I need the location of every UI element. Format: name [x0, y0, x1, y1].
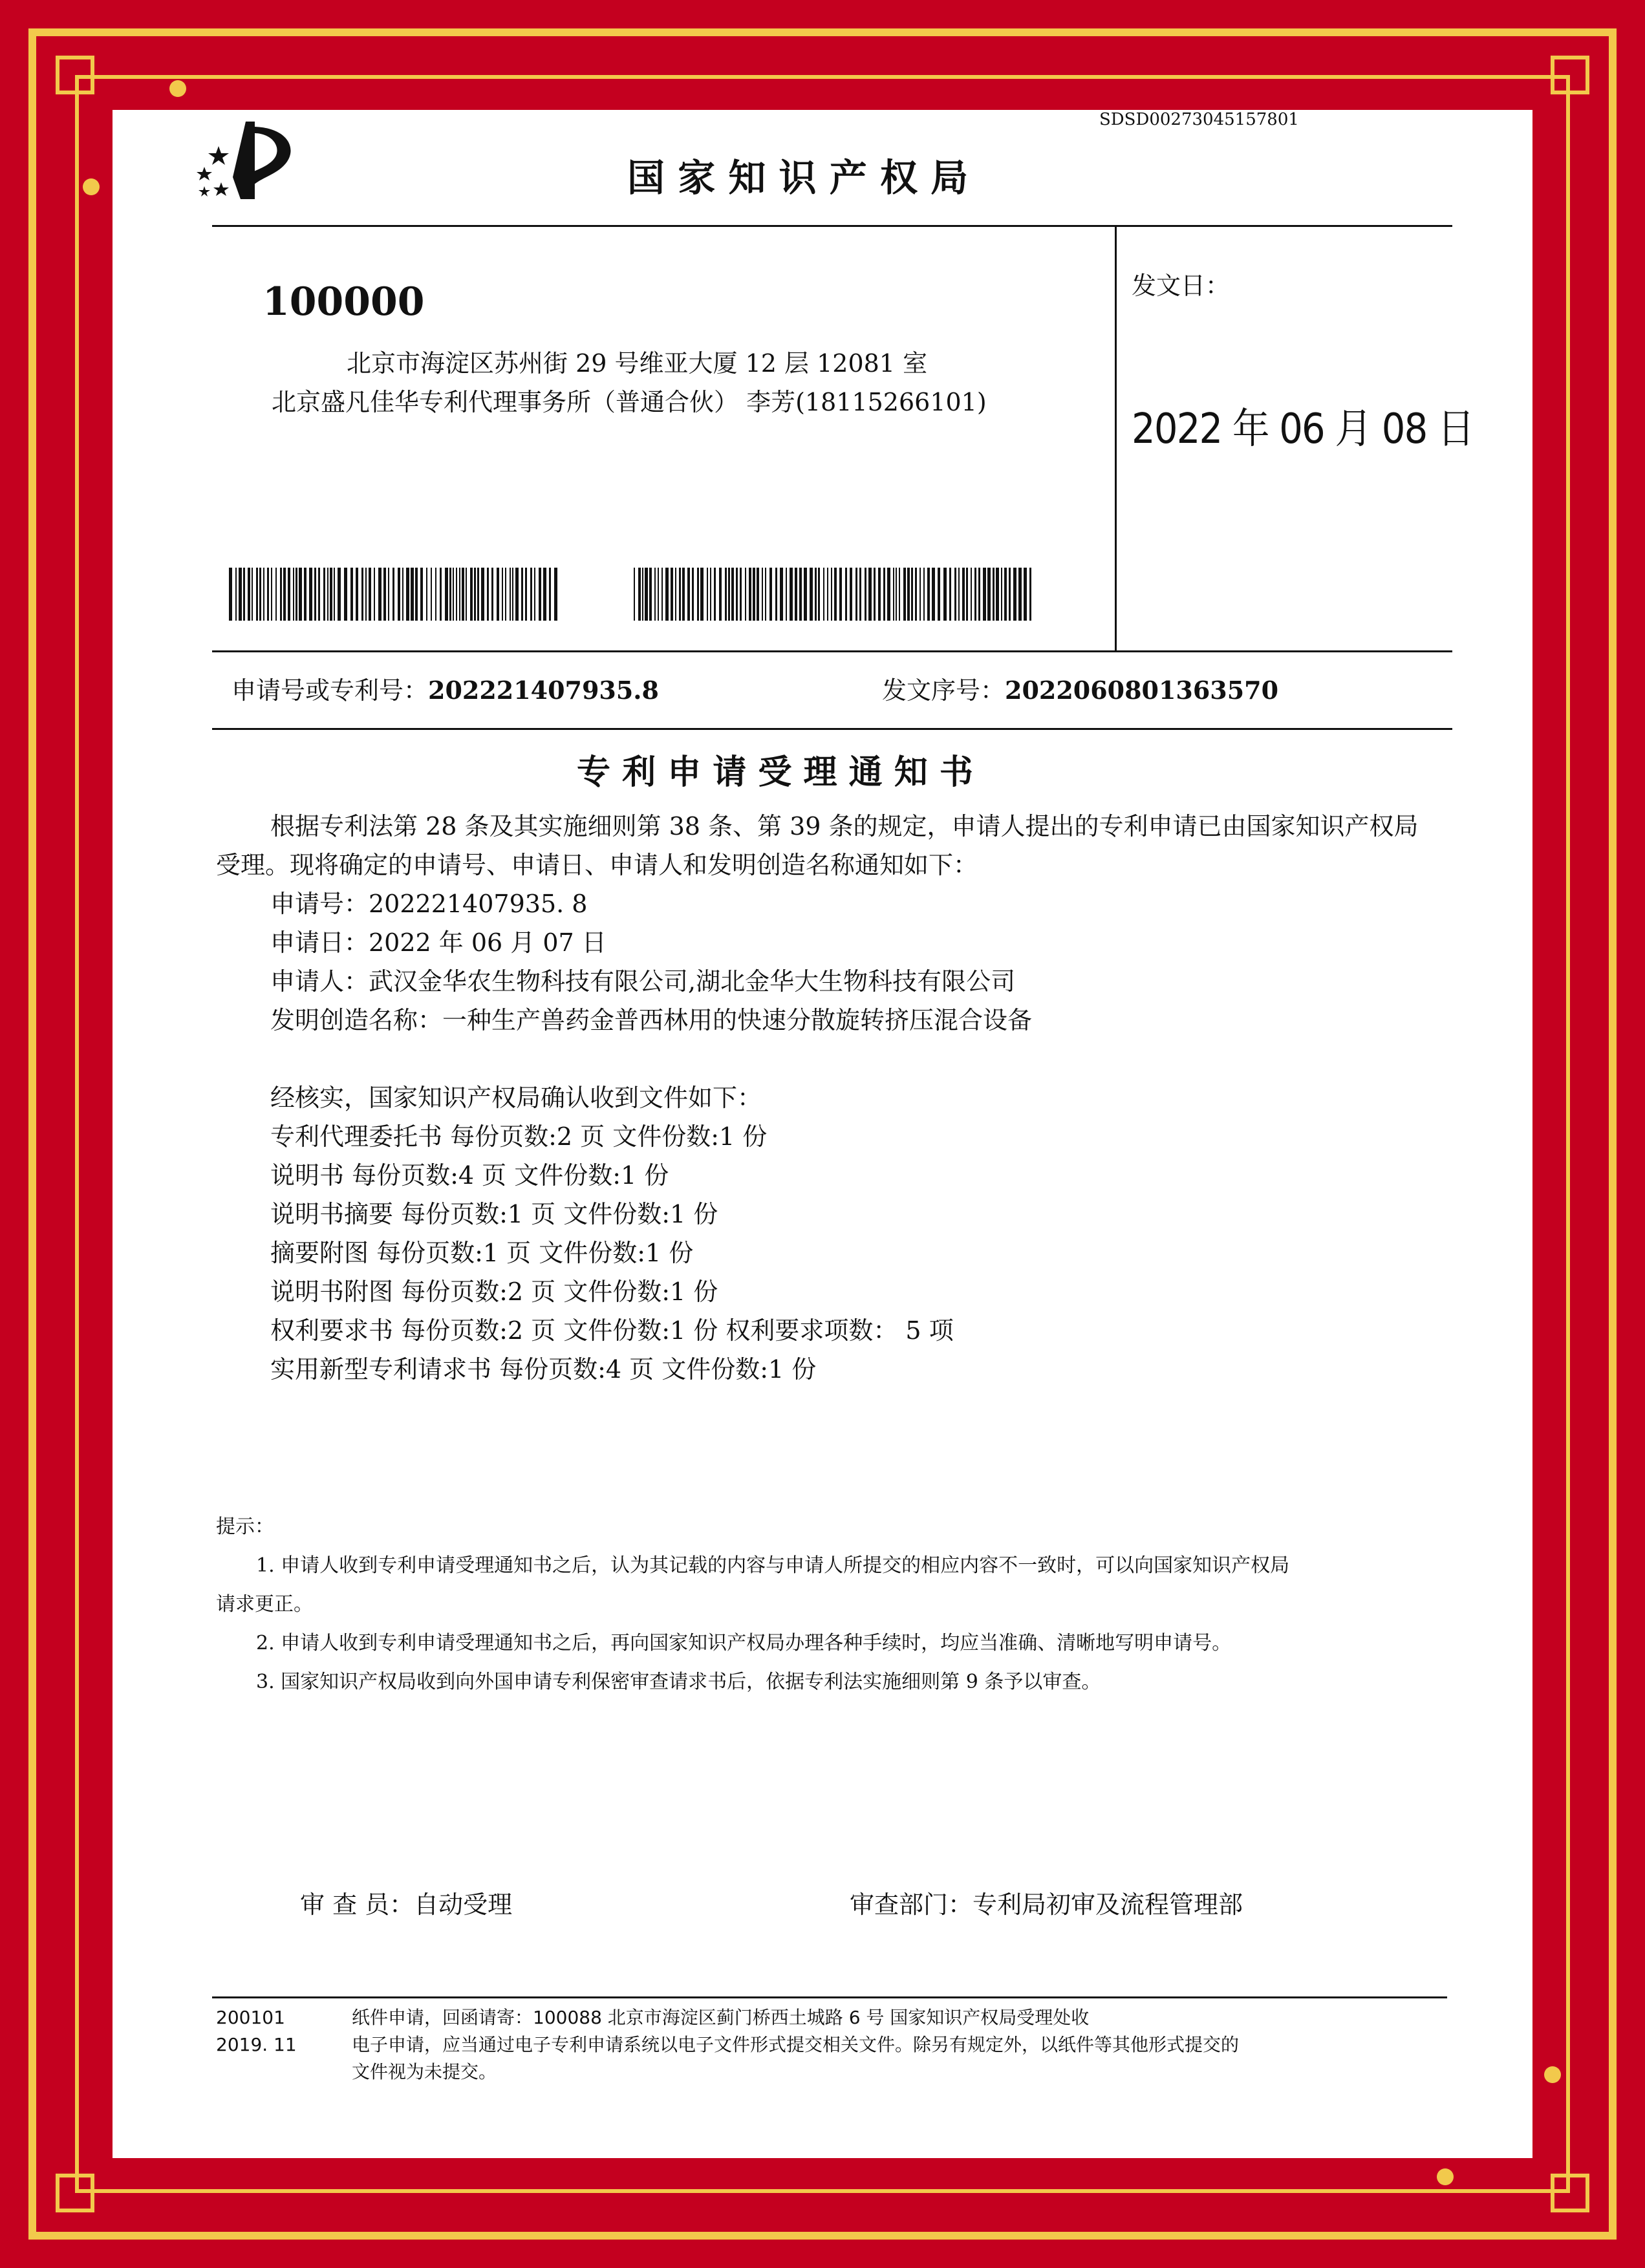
footer-code-2: 2019. 11	[216, 2034, 297, 2055]
file-item: 实用新型专利请求书 每份页数:4 页 文件份数:1 份	[270, 1355, 817, 1384]
footer-text	[352, 2004, 1239, 2086]
serial-number: SDSD00273045157801	[1099, 110, 1299, 129]
gold-dot-right	[1544, 2066, 1561, 2083]
invention-title: 发明创造名称：一种生产兽药金普西林用的快速分散旋转挤压混合设备	[270, 1006, 1033, 1034]
corner-frame-br	[1551, 2174, 1589, 2212]
gold-dot-left	[83, 178, 100, 195]
file-item: 专利代理委托书 每份页数:2 页 文件份数:1 份	[270, 1122, 768, 1151]
footer-line-2: 电子申请，应当通过电子专利申请系统以电子文件形式提交相关文件。除另有规定外，以纸件等其他形式提交的	[352, 2034, 1240, 2055]
ids-bottom-rule	[212, 728, 1452, 730]
note-3: 3. 国家知识产权局收到向外国申请专利保密审查请求书后，依据专利法实施细则第 9 条予以审查。	[256, 1671, 1101, 1693]
applicant: 申请人：武汉金华农生物科技有限公司,湖北金华大生物科技有限公司	[270, 967, 1016, 996]
application-number-label: 申请号或专利号：	[231, 676, 429, 705]
footer-line-3: 文件视为未提交。	[352, 2061, 497, 2082]
footer-code-1: 200101	[216, 2007, 285, 2028]
application-number: 申请号：202221407935. 8	[270, 890, 588, 918]
footer-line-1: 纸件申请，回函请寄：100088 北京市海淀区蓟门桥西土城路 6 号 国家知识产权局受理处收	[352, 2007, 1090, 2028]
recipient-address: 北京市海淀区苏州街 29 号维亚大厦 12 层 12081 室	[347, 349, 928, 378]
notice-body	[216, 807, 1419, 1389]
gold-dot-top	[169, 80, 186, 97]
issue-date-label: 发文日：	[1132, 272, 1231, 300]
issue-sequence-label: 发文序号：	[882, 676, 1005, 705]
agency-title: 国 家 知 识 产 权 局	[627, 156, 969, 200]
file-item: 说明书摘要 每份页数:1 页 文件份数:1 份	[270, 1200, 718, 1228]
issue-date: 2022 年 06 月 08 日	[1132, 405, 1474, 453]
file-item: 摘要附图 每份页数:1 页 文件份数:1 份	[270, 1239, 694, 1267]
verified-statement: 经核实，国家知识产权局确认收到文件如下：	[270, 1084, 762, 1112]
notes-label: 提示：	[216, 1515, 274, 1538]
recipient-name: 北京盛凡佳华专利代理事务所（普通合伙） 李芳(18115266101)	[272, 388, 987, 416]
note-1-line-2: 请求更正。	[216, 1593, 313, 1616]
application-number-value: 202221407935.8	[428, 676, 659, 705]
body-para-line-2: 受理。现将确定的申请号、申请日、申请人和发明创造名称通知如下：	[216, 851, 978, 879]
blank-line	[216, 1040, 1419, 1078]
corner-frame-bl	[56, 2174, 94, 2212]
notice-title: 专 利 申 请 受 理 通 知 书	[577, 753, 973, 792]
corner-frame-tl	[56, 56, 94, 94]
note-1-line-1: 1. 申请人收到专利申请受理通知书之后，认为其记载的内容与申请人所提交的相应内容不一致时，可以向国家知识产权局	[256, 1554, 1290, 1577]
body-para-line-1: 根据专利法第 28 条及其实施细则第 38 条、第 39 条的规定，申请人提出的专利申请已由国家知识产权局	[270, 812, 1419, 840]
cnipa-logo-icon	[190, 122, 300, 199]
header-rule	[212, 225, 1452, 227]
examiner: 审 查 员：自动受理	[300, 1890, 513, 1919]
barcode-left	[229, 568, 561, 621]
ids-top-rule	[212, 650, 1452, 652]
postcode: 100000	[263, 279, 425, 325]
footer-rule	[212, 1996, 1447, 1998]
issue-date-divider	[1115, 225, 1117, 650]
file-item: 说明书附图 每份页数:2 页 文件份数:1 份	[270, 1278, 718, 1306]
examining-department: 审查部门：专利局初审及流程管理部	[850, 1890, 1243, 1919]
gold-dot-bottom	[1437, 2168, 1454, 2185]
notice-paper	[113, 110, 1532, 2158]
issue-sequence-value: 2022060801363570	[1005, 676, 1279, 705]
file-item: 说明书 每份页数:4 页 文件份数:1 份	[270, 1161, 669, 1190]
notes-section	[216, 1508, 1289, 1702]
issue-sequence-row	[882, 671, 1278, 710]
file-item: 权利要求书 每份页数:2 页 文件份数:1 份 权利要求项数： 5 项	[270, 1316, 954, 1345]
corner-frame-tr	[1551, 56, 1589, 94]
application-date: 申请日：2022 年 06 月 07 日	[270, 928, 607, 957]
note-2: 2. 申请人收到专利申请受理通知书之后，再向国家知识产权局办理各种手续时，均应当准确、清晰地写明申请号。	[256, 1632, 1232, 1654]
application-number-row	[231, 671, 659, 710]
barcode-right	[634, 568, 1035, 621]
